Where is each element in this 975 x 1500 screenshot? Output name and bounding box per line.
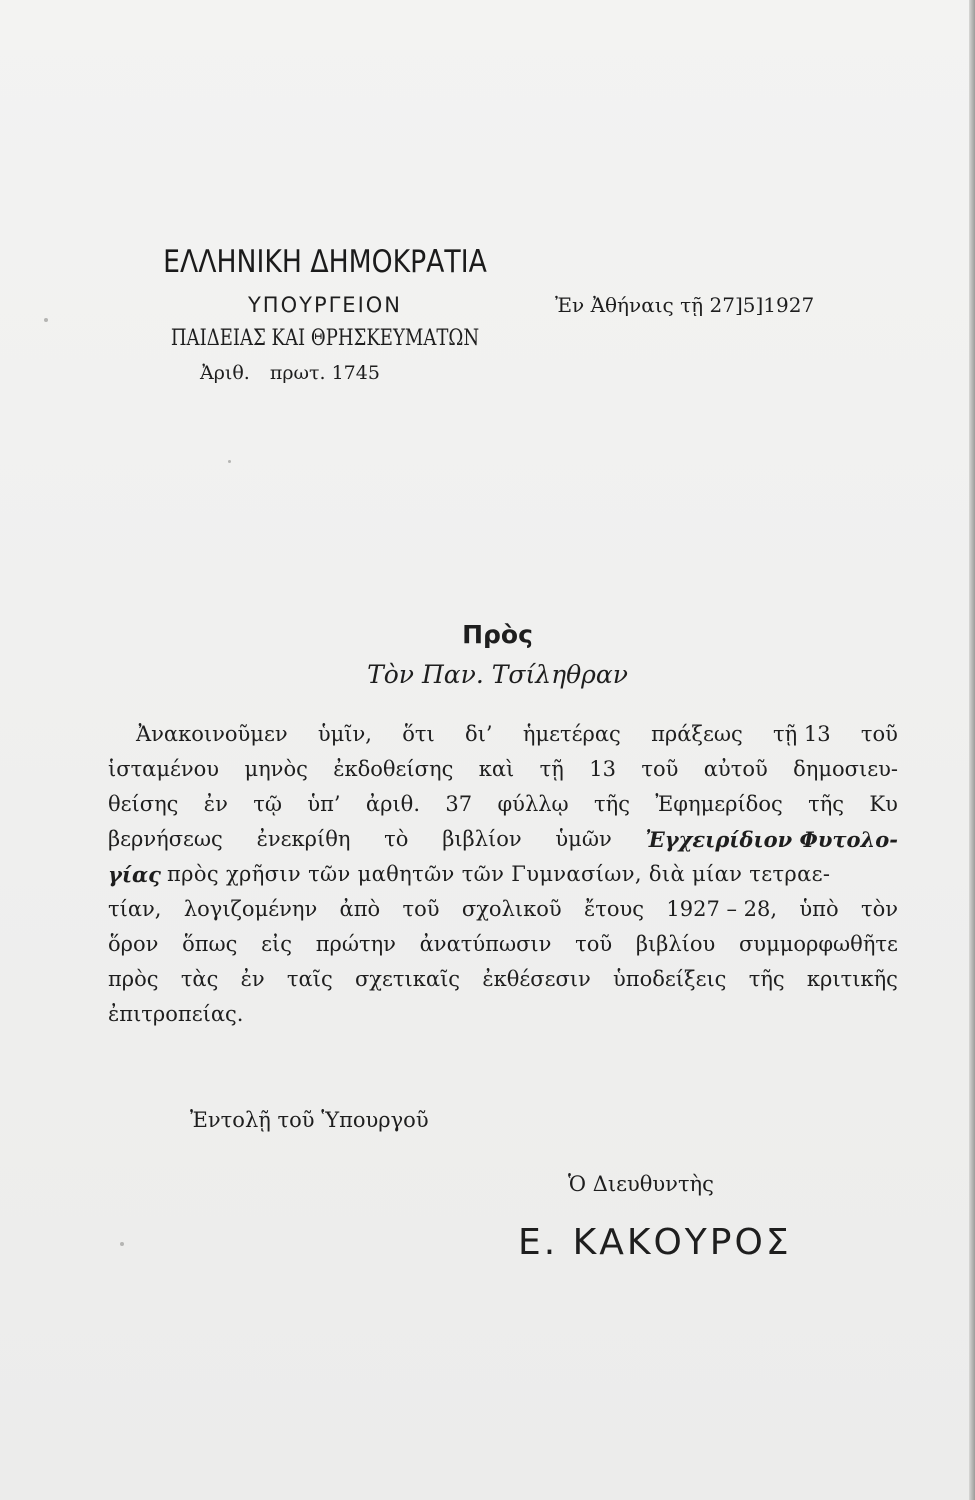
word: ὅρον — [108, 932, 159, 956]
word: ὅτι — [402, 722, 435, 746]
body-line-6 — [108, 892, 898, 927]
reference-protocol: πρωτ. 1745 — [269, 362, 380, 384]
director-title: Ὁ Διευθυντὴς — [568, 1172, 714, 1196]
letter-body — [108, 717, 898, 1032]
word: ὑποδείξεις — [613, 967, 727, 991]
word: κριτικῆς — [806, 967, 898, 991]
body-line-1 — [108, 717, 898, 752]
letterhead-department: ΠΑΙΔΕΙΑΣ ΚΑΙ ΘΡΗΣΚΕΥΜΑΤΩΝ — [170, 326, 480, 351]
word: βιβλίου — [635, 932, 716, 956]
word: δι’ — [465, 722, 493, 746]
body-line-8 — [108, 962, 898, 997]
word: 1927 – 28, — [666, 897, 778, 921]
word: ὅπως — [182, 932, 238, 956]
word: 13 — [589, 757, 616, 781]
letterhead-republic: ΕΛΛΗΝΙΚΗ ΔΗΜΟΚΡΑΤΙΑ — [163, 244, 487, 280]
word: ἀριθ. — [365, 792, 421, 816]
word: ὑπ’ — [307, 792, 341, 816]
word: σχολικοῦ — [461, 897, 562, 921]
word: ταῖς — [286, 967, 333, 991]
word: πρὸς — [108, 967, 159, 991]
word: βερνήσεως — [108, 827, 223, 851]
word: τοῦ — [402, 897, 440, 921]
reference-label: Ἀριθ. — [200, 362, 250, 384]
body-line-5 — [108, 857, 898, 892]
order-line: Ἐντολῇ τοῦ Ὑπουργοῦ — [190, 1108, 429, 1132]
address-recipient: Τὸν Παν. Τσίληθραν — [367, 660, 628, 689]
word: ὑπὸ — [799, 897, 839, 921]
place-date: Ἐν Ἀθήναις τῇ 27]5]1927 — [555, 293, 815, 317]
paper-speck — [228, 460, 231, 463]
word: ἀπὸ — [339, 897, 381, 921]
signature-stamp: Ε. ΚΑΚΟΥΡΟΣ — [518, 1222, 792, 1263]
word: τῇ 13 — [773, 722, 831, 746]
body-line-3 — [108, 787, 898, 822]
word: τοῦ — [641, 757, 679, 781]
word: τῇ — [539, 757, 564, 781]
word: ἱσταμένου — [108, 757, 220, 781]
letterhead-reference — [120, 356, 530, 390]
word: βιβλίον — [442, 827, 522, 851]
book-title-end: γίας — [108, 862, 161, 887]
word: τοῦ — [860, 722, 898, 746]
word: συμμορφωθῆτε — [738, 932, 898, 956]
page-edge-shadow — [969, 0, 975, 1500]
body-line-2 — [108, 752, 898, 787]
word: τῆς — [808, 792, 845, 816]
paper-speck — [44, 318, 48, 322]
word: ὑμῶν — [555, 827, 612, 851]
word: πράξεως — [651, 722, 743, 746]
word: μηνὸς — [244, 757, 308, 781]
word: 37 — [445, 792, 473, 816]
word: δημοσιευ- — [793, 757, 898, 781]
word: τοῦ — [575, 932, 613, 956]
word: Ἀνακοινοῦμεν — [136, 722, 288, 746]
address-to: Πρὸς — [462, 620, 533, 649]
word: ἡμετέρας — [522, 722, 621, 746]
word: ἐν — [240, 967, 265, 991]
word: λογιζομένην — [183, 897, 318, 921]
word: τὸ — [384, 827, 409, 851]
word: ἐνεκρίθη — [256, 827, 351, 851]
word: τῷ — [253, 792, 282, 816]
book-title: Ἐγχειρίδιον Φυτολο- — [645, 827, 898, 852]
letterhead-ministry: ΥΠΟΥΡΓΕΙΟΝ — [247, 293, 403, 317]
body-line-4 — [108, 822, 898, 857]
word: ἔτους — [583, 897, 645, 921]
word: ἐκδοθείσης — [333, 757, 454, 781]
word: Ἐφημερίδος — [655, 792, 783, 816]
word: εἰς — [261, 932, 292, 956]
word: τὸν — [860, 897, 898, 921]
word: ἐκθέσεσιν — [482, 967, 591, 991]
word: αὐτοῦ — [703, 757, 768, 781]
word: ἐν — [203, 792, 228, 816]
word: καὶ — [478, 757, 515, 781]
word: τὰς — [180, 967, 219, 991]
word: πρώτην — [315, 932, 396, 956]
body-line-9 — [108, 997, 898, 1032]
word: ἐπιτροπείας. — [108, 1002, 244, 1026]
word: ὑμῖν, — [317, 722, 372, 746]
word: τίαν, — [108, 897, 162, 921]
word: φύλλῳ — [497, 792, 569, 816]
word: ἀνατύπωσιν — [419, 932, 552, 956]
word: θείσης — [108, 792, 179, 816]
body-line-7 — [108, 927, 898, 962]
paper-speck — [120, 1242, 124, 1246]
letterhead — [120, 240, 530, 390]
word: τῆς — [594, 792, 631, 816]
word: Κυ — [869, 792, 898, 816]
line-text: πρὸς χρῆσιν τῶν μαθητῶν τῶν Γυμνασίων, διὰ μίαν τετραε- — [166, 862, 831, 886]
word: τῆς — [748, 967, 785, 991]
word: σχετικαῖς — [354, 967, 461, 991]
